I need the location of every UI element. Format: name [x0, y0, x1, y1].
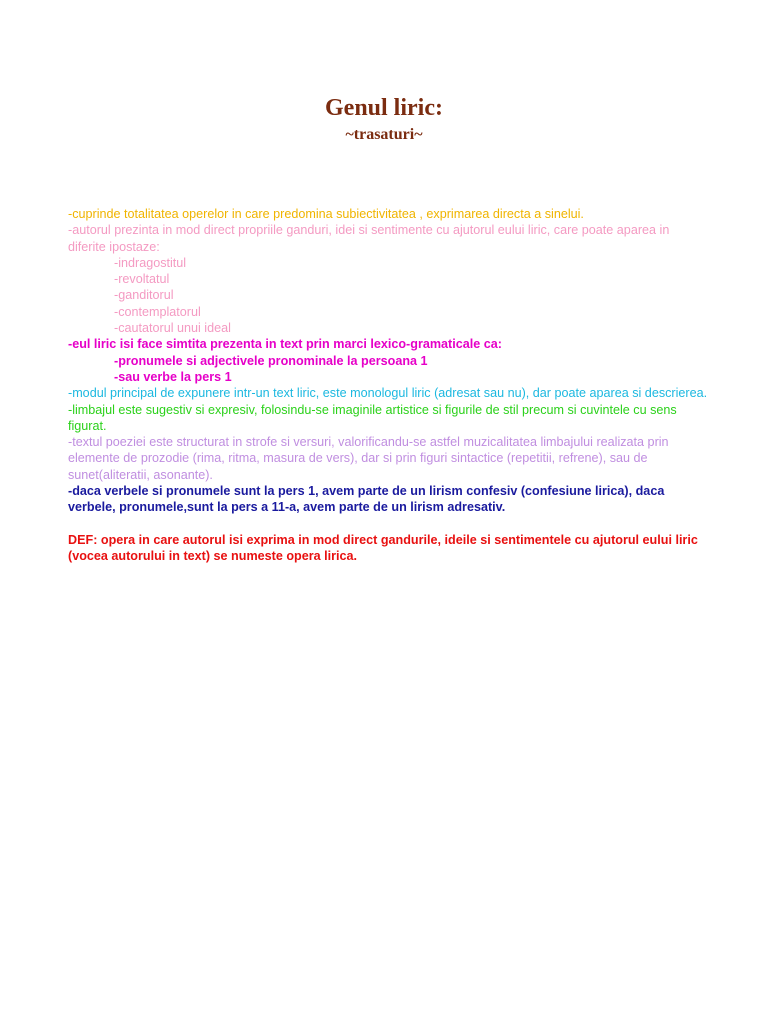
paragraph-definition-scope: -cuprinde totalitatea operelor in care predomina subiectivitatea , exprimarea directa a sinelui.: [68, 207, 584, 221]
paragraph-exposition-mode: -modul principal de expunere intr-un text liric, este monologul liric (adresat sau nu), dar poate aparea si descrierea.: [68, 386, 708, 401]
ipostaza-item: -cautatorul unui ideal: [114, 321, 231, 336]
ipostaza-item: -ganditorul: [114, 288, 174, 303]
paragraph-def: DEF: opera in care autorul isi exprima in mod direct gandurile, ideile si sentimentele cu ajutorul eului liric (vocea autorului in text) se numeste opera lirica.: [68, 532, 698, 564]
paragraph-author-presents: -autorul prezinta in mod direct propriile ganduri, idei si sentimente cu ajutorul eului liric, care poate aparea in diferite ipostaze:: [68, 223, 670, 254]
page-title: Genul liric:: [325, 95, 443, 121]
document-body: [68, 206, 708, 565]
marca-item: -sau verbe la pers 1: [114, 369, 232, 384]
ipostaza-item: -indragostitul: [114, 255, 187, 270]
page-subtitle: ~trasaturi~: [345, 126, 423, 143]
paragraph-lexical-marks: -eul liric isi face simtita prezenta in text prin marci lexico-gramaticale ca:: [68, 337, 502, 352]
marca-item: -pronumele si adjectivele pronominale la persoana 1: [114, 353, 428, 368]
ipostaza-item: -contemplatorul: [114, 304, 201, 319]
paragraph-lyricism-types: -daca verbele si pronumele sunt la pers 1, avem parte de un lirism confesiv (confesiune lirica), daca verbele, pronumele,sunt la pers a 11-a, avem parte de un lirism adresativ.: [68, 484, 665, 515]
ipostaza-item: -revoltatul: [114, 272, 170, 287]
paragraph-structure: -textul poeziei este structurat in strofe si versuri, valorificandu-se astfel muzicalitatea limbajului realizata prin elemente de prozodie (rima, ritma, masura de vers), dar si prin figuri sintactice (repetitii, refrene), sau de sunet(aliteratii, asonante).: [68, 435, 669, 482]
spacer: [68, 516, 708, 532]
paragraph-language: -limbajul este sugestiv si expresiv, folosindu-se imaginile artistice si figurile de stil precum si cuvintele cu sens figurat.: [68, 402, 677, 433]
